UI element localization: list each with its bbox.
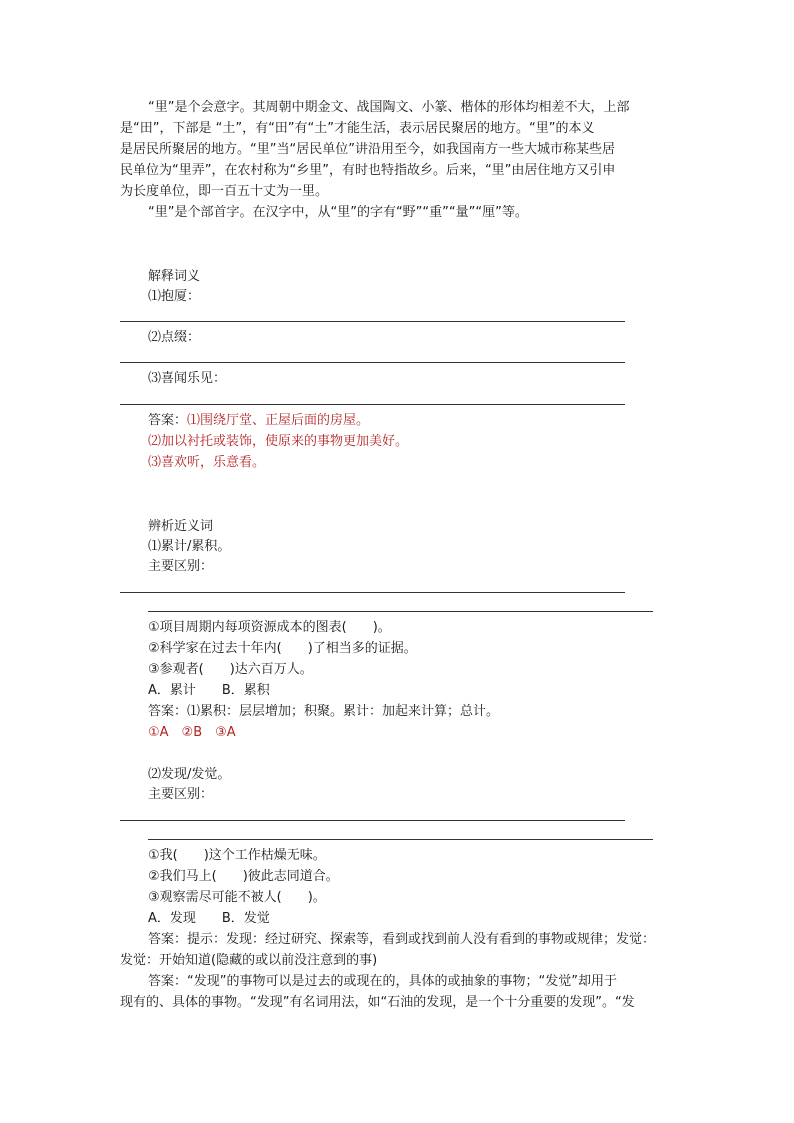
section-title-synonyms: 辨析近义词 xyxy=(148,519,214,534)
pair-2-hint-line-1: 答案：提示：发现：经过研究、探索等，看到或找到前人没有看到的事物或规律；发觉： xyxy=(148,932,656,947)
section-title-explain: 解释词义 xyxy=(148,269,201,284)
pair-2-word: ⑵发现/发觉。 xyxy=(148,767,231,782)
diff-line-1b xyxy=(148,611,653,612)
intro-line-3: 是居民所聚居的地方。“里”当“居民单位”讲沿用至今，如我国南方一些大城市称某些居 xyxy=(120,142,615,157)
pair-2-sentence-3: ③观察需尽可能不被人( )。 xyxy=(148,890,326,905)
answer-line-2 xyxy=(120,362,625,363)
pair-1-diff-label: 主要区别： xyxy=(148,559,214,574)
pair-2-sentence-1: ①我( )这个工作枯燥无味。 xyxy=(148,848,326,863)
diff-line-2b xyxy=(148,839,653,840)
intro-line-4: 民单位为“里弄”，在农村称为“乡里”，有时也特指故乡。后来，“里”由居住地方又引申 xyxy=(120,163,616,178)
question-3: ⑶喜闻乐见： xyxy=(148,371,227,386)
pair-2-hint-line-2: 发觉：开始知道(隐藏的或以前没注意到的事) xyxy=(120,953,378,968)
intro-line-5: 为长度单位，即一百五十丈为一里。 xyxy=(120,184,329,199)
question-1: ⑴抱厦： xyxy=(148,289,201,304)
pair-1-choices: ①A ②B ③A xyxy=(148,725,236,740)
pair-1-sentence-1: ①项目周期内每项资源成本的图表( )。 xyxy=(148,620,391,635)
intro-line-6: “里”是个部首字。在汉字中，从“里”的字有“野”“重”“量”“厘”等。 xyxy=(148,205,528,220)
answer-line-3 xyxy=(120,404,625,405)
pair-1-sentence-3: ③参观者( )达六百万人。 xyxy=(148,662,313,677)
pair-1-options: A．累计 B．累积 xyxy=(148,683,270,698)
answer-3: ⑶喜欢听，乐意看。 xyxy=(148,455,266,470)
pair-1-answer-text: ⑴累积：层层增加；积聚。累计：加起来计算；总计。 xyxy=(187,704,500,719)
answer-label: 答案： xyxy=(148,704,188,719)
pair-2-answer-line-1: 答案：“发现”的事物可以是过去的或现在的，具体的或抽象的事物；“发觉”却用于 xyxy=(148,974,617,989)
answer-line-1 xyxy=(120,321,625,322)
intro-line-1: “里”是个会意字。其周朝中期金文、战国陶文、小篆、楷体的形体均相差不大，上部 xyxy=(148,100,630,115)
answer-2: ⑵加以衬托或装饰，使原来的事物更加美好。 xyxy=(148,434,409,449)
pair-2-sentence-2: ②我们马上( )彼此志同道合。 xyxy=(148,869,339,884)
pair-1-sentence-2: ②科学家在过去十年内( )了相当多的证据。 xyxy=(148,641,417,656)
answer-block-1 xyxy=(148,410,369,431)
pair-2-options: A．发现 B．发觉 xyxy=(148,911,270,926)
pair-2-answer-line-2: 现有的、具体的事物。“发现”有名词用法，如“石油的发现，是一个十分重要的发现”。“发 xyxy=(120,995,635,1010)
question-2: ⑵点缀： xyxy=(148,330,201,345)
answer-1: ⑴围绕厅堂、正屋后面的房屋。 xyxy=(187,413,370,428)
diff-line-2a xyxy=(120,820,625,821)
answer-label: 答案： xyxy=(148,413,188,428)
intro-line-2: 是“田”，下部是 “土”，有“田”有“土”才能生活，表示居民聚居的地方。“里”的本义 xyxy=(120,121,595,136)
pair-1-answer xyxy=(148,701,499,722)
pair-2-diff-label: 主要区别： xyxy=(148,787,214,802)
diff-line-1a xyxy=(120,592,625,593)
pair-1-word: ⑴累计/累积。 xyxy=(148,539,231,554)
